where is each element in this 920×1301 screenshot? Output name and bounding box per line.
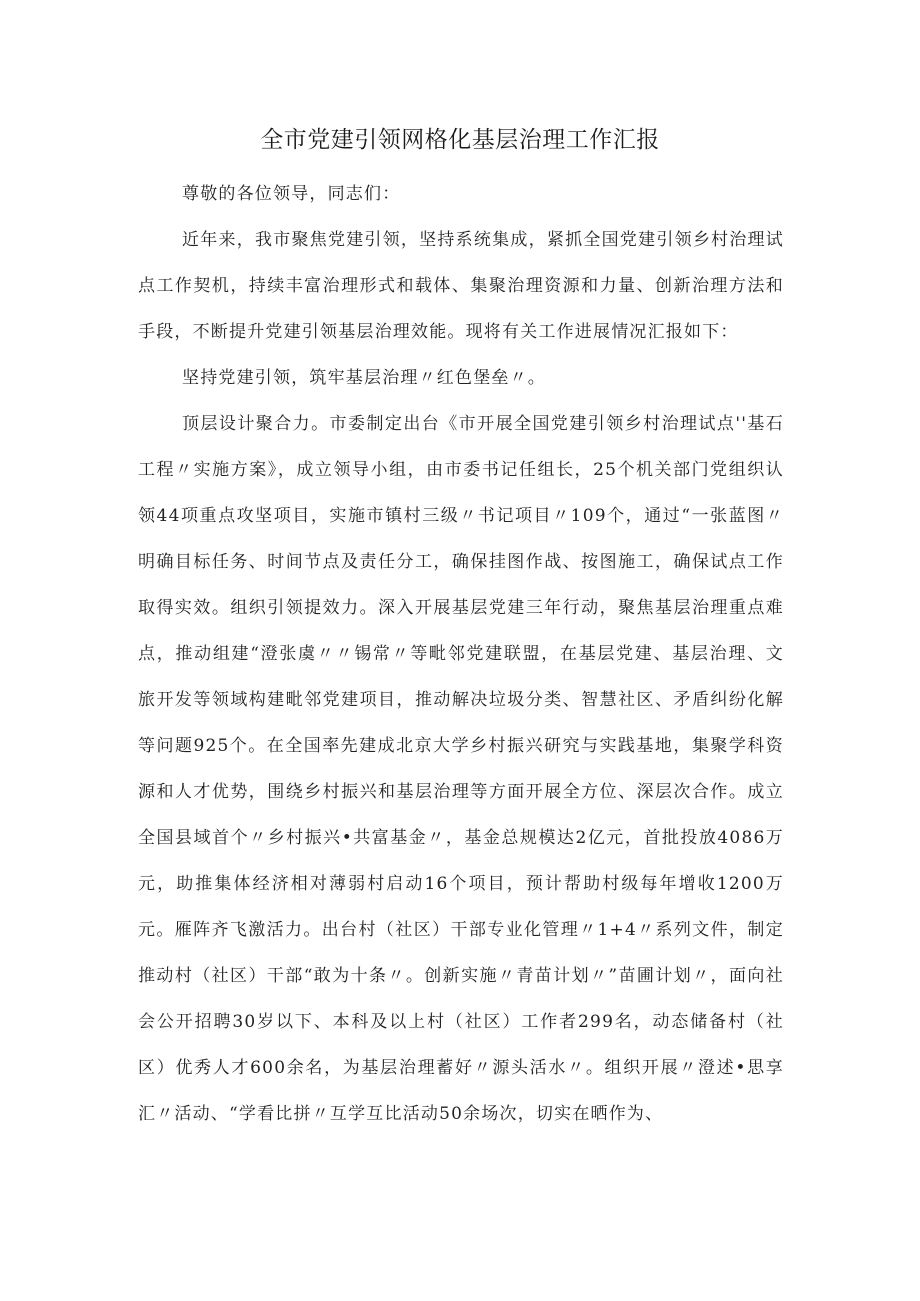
paragraph-details: 顶层设计聚合力。市委制定出台《市开展全国党建引领乡村治理试点''基石工程〃实施方案》，成立领导小组，由市委书记任组长，25个机关部门党组织认领44项重点攻坚项目，实施市镇村三级〃书记项目〃109个，通过“一张蓝图〃明确目标任务、时间节点及责任分工，确保挂图作战、按图施工，确保试点工作取得实效。组织引领提效力。深入开展基层党建三年行动，聚焦基层治理重点难点，推动组建“澄张虞〃〃锡常〃等毗邻党建联盟，在基层党建、基层治理、文旅开发等领域构建毗邻党建项目，推动解决垃圾分类、智慧社区、矛盾纠纷化解等问题925个。在全国率先建成北京大学乡村振兴研究与实践基地，集聚学科资源和人才优势，围绕乡村振兴和基层治理等方面开展全方位、深层次合作。成立全国县域首个〃乡村振兴•共富基金〃，基金总规模达2亿元，首批投放4086万元，助推集体经济相对薄弱村启动16个项目，预计帮助村级每年增收1200万元。雁阵齐飞激活力。出台村（社区）干部专业化管理〃1+4〃系列文件，制定推动村（社区）干部“敢为十条〃。创新实施〃青苗计划〃”苗圃计划〃，面向社会公开招聘30岁以下、本科及以上村（社区）工作者299名，动态储备村（社区）优秀人才600余名，为基层治理蓄好〃源头活水〃。组织开展〃澄述•思享汇〃活动、“学看比拼〃互学互比活动50余场次，切实在晒作为、 — [138, 414, 784, 1124]
document-title: 全市党建引领网格化基层治理工作汇报 — [260, 127, 660, 153]
paragraph-intro: 近年来，我市聚焦党建引领，坚持系统集成，紧抓全国党建引领乡村治理试点工作契机，持续丰富治理形式和载体、集聚治理资源和力量、创新治理方法和手段，不断提升党建引领基层治理效能。现将有关工作进展情况汇报如下： — [138, 230, 784, 342]
document-body — [138, 171, 784, 1137]
paragraph-section-heading: 坚持党建引领，筑牢基层治理〃红色堡垒〃。 — [182, 368, 546, 388]
paragraph-greeting: 尊敬的各位领导，同志们： — [182, 184, 401, 204]
